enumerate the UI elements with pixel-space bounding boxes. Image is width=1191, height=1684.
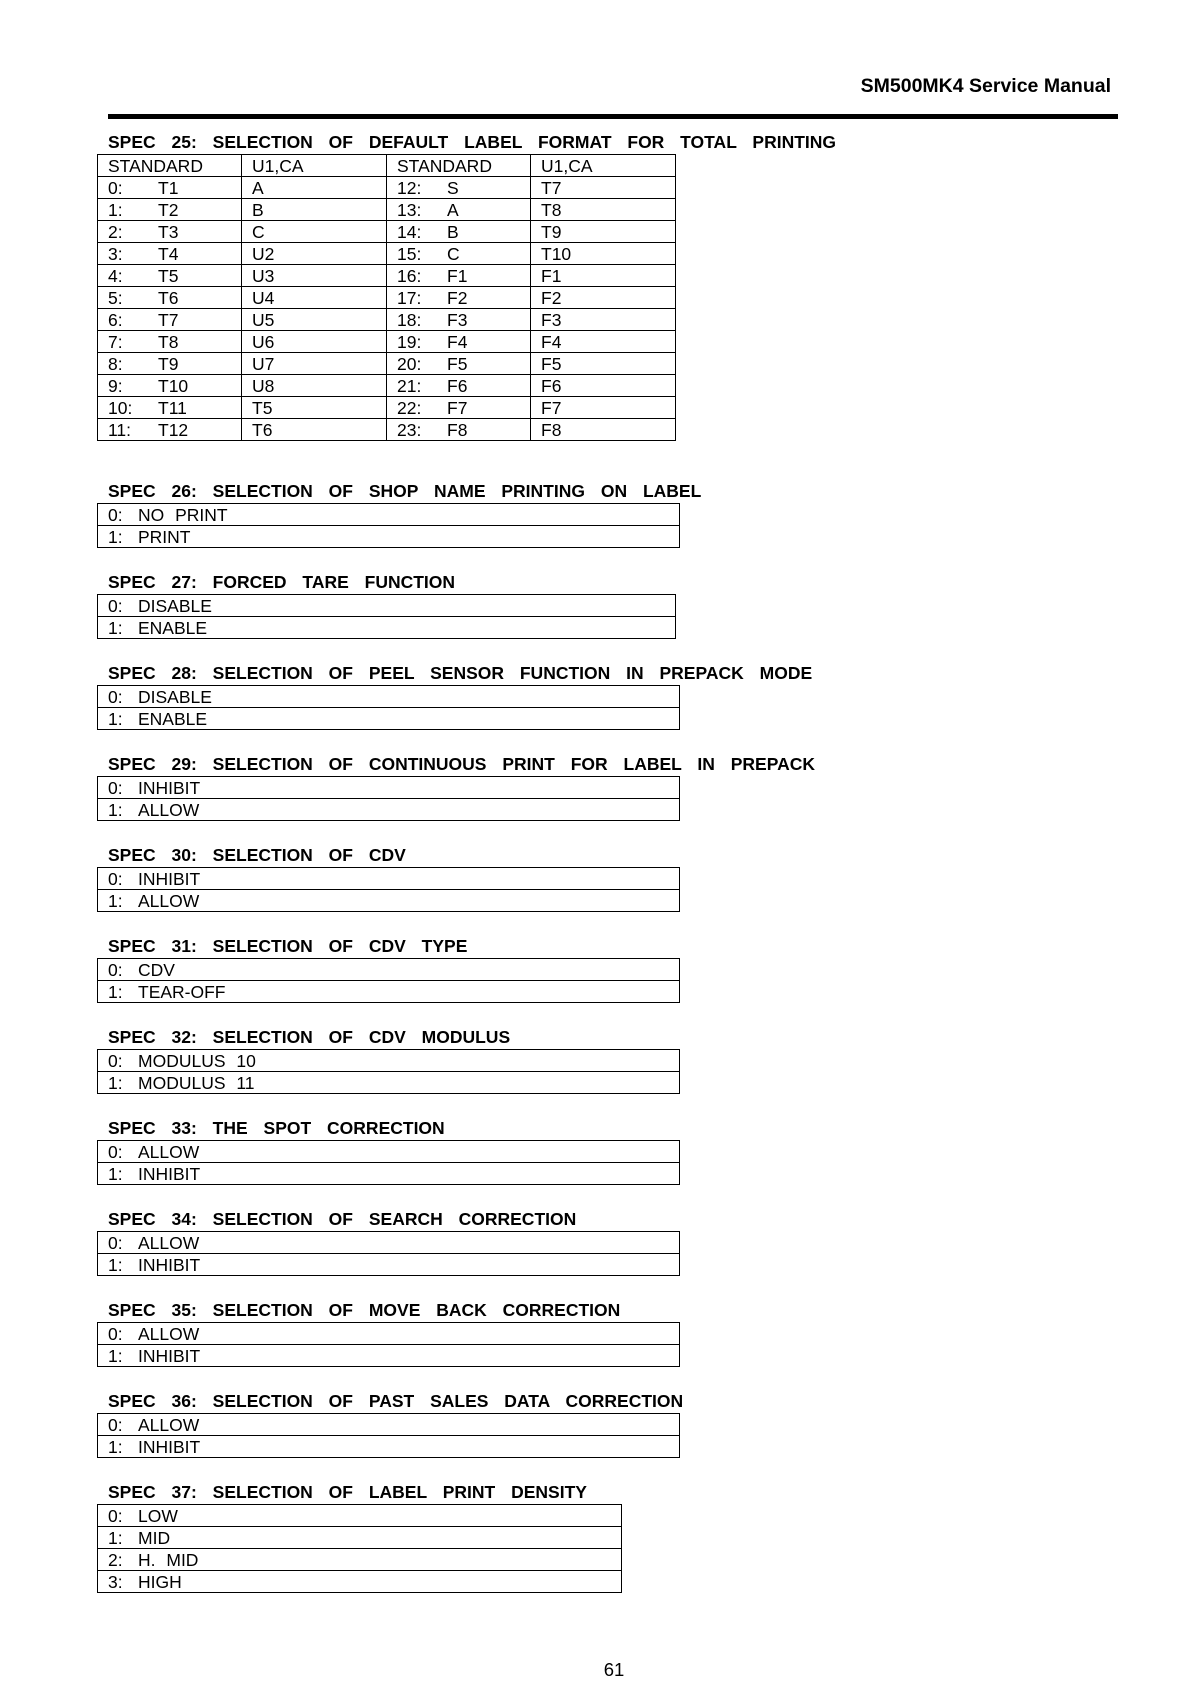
option-key: 1:	[108, 617, 123, 638]
option-row	[98, 595, 676, 617]
spec-36-options	[97, 1413, 680, 1458]
standard-cell	[98, 265, 242, 287]
spec-33-title: SPEC 33: THE SPOT CORRECTION	[108, 1118, 445, 1138]
option-cell	[98, 686, 680, 708]
spec-33-options	[97, 1140, 680, 1185]
option-key: 3:	[108, 1571, 123, 1592]
option-label: DISABLE	[138, 686, 212, 707]
option-cell	[98, 595, 676, 617]
spec-34-title: SPEC 34: SELECTION OF SEARCH CORRECTION	[108, 1209, 577, 1229]
u1ca-cell: T10	[531, 243, 676, 265]
column-header: U1,CA	[531, 155, 676, 177]
option-row	[98, 981, 680, 1003]
option-label: ENABLE	[138, 708, 208, 729]
spec-31-options	[97, 958, 680, 1003]
u1ca-cell: T5	[242, 397, 387, 419]
u1ca-cell: T8	[531, 199, 676, 221]
table-row	[98, 221, 676, 243]
option-row	[98, 1050, 680, 1072]
u1ca-cell: F8	[531, 419, 676, 441]
option-row	[98, 1549, 622, 1571]
option-cell	[98, 526, 680, 548]
table-row	[98, 199, 676, 221]
row-key: 14:	[397, 221, 422, 242]
option-row	[98, 1414, 680, 1436]
document-header-title: SM500MK4 Service Manual	[860, 75, 1111, 97]
option-cell	[98, 1549, 622, 1571]
option-row	[98, 1232, 680, 1254]
option-row	[98, 799, 680, 821]
spec-32-title: SPEC 32: SELECTION OF CDV MODULUS	[108, 1027, 511, 1047]
column-header: STANDARD	[387, 155, 531, 177]
option-label: MODULUS 11	[138, 1072, 255, 1093]
row-key: 5:	[108, 287, 123, 308]
option-row	[98, 1323, 680, 1345]
u1ca-cell: T6	[242, 419, 387, 441]
spec-27-options	[97, 594, 676, 639]
standard-cell	[387, 331, 531, 353]
option-key: 0:	[108, 504, 123, 525]
row-key: 16:	[397, 265, 422, 286]
option-row	[98, 708, 680, 730]
u1ca-cell: U3	[242, 265, 387, 287]
option-label: MODULUS 10	[138, 1050, 256, 1071]
option-cell	[98, 1571, 622, 1593]
option-key: 0:	[108, 1505, 123, 1526]
standard-cell	[98, 199, 242, 221]
standard-value: C	[447, 243, 460, 264]
option-row	[98, 1345, 680, 1367]
row-key: 8:	[108, 353, 123, 374]
option-label: INHIBIT	[138, 1345, 201, 1366]
option-row	[98, 959, 680, 981]
standard-cell	[98, 309, 242, 331]
table-row	[98, 265, 676, 287]
option-key: 1:	[108, 1254, 123, 1275]
standard-cell	[98, 375, 242, 397]
option-row	[98, 686, 680, 708]
table-row	[98, 309, 676, 331]
option-key: 1:	[108, 1527, 123, 1548]
table-row	[98, 331, 676, 353]
option-cell	[98, 799, 680, 821]
option-label: INHIBIT	[138, 1436, 201, 1457]
option-label: H. MID	[138, 1549, 199, 1570]
row-key: 12:	[397, 177, 422, 198]
spec-28-section	[97, 662, 812, 730]
option-row	[98, 1505, 622, 1527]
option-cell	[98, 868, 680, 890]
table-row	[98, 177, 676, 199]
row-key: 2:	[108, 221, 123, 242]
option-label: TEAR-OFF	[138, 981, 226, 1002]
table-row	[98, 419, 676, 441]
standard-value: T3	[158, 221, 179, 242]
row-key: 13:	[397, 199, 422, 220]
option-label: DISABLE	[138, 595, 212, 616]
standard-value: T11	[158, 397, 187, 418]
standard-cell	[387, 221, 531, 243]
row-key: 11:	[108, 419, 132, 440]
standard-cell	[98, 243, 242, 265]
standard-cell	[387, 287, 531, 309]
option-key: 1:	[108, 1345, 123, 1366]
spec-28-title: SPEC 28: SELECTION OF PEEL SENSOR FUNCTION IN PREPACK MODE	[108, 663, 813, 683]
table-row	[98, 397, 676, 419]
standard-value: T12	[158, 419, 189, 440]
u1ca-cell: F5	[531, 353, 676, 375]
u1ca-cell: U2	[242, 243, 387, 265]
option-cell	[98, 1414, 680, 1436]
standard-value: F7	[447, 397, 468, 418]
standard-cell	[387, 265, 531, 287]
option-key: 1:	[108, 1436, 123, 1457]
option-label: LOW	[138, 1505, 178, 1526]
option-cell	[98, 1163, 680, 1185]
option-key: 0:	[108, 959, 123, 980]
u1ca-cell: A	[242, 177, 387, 199]
spec-35-options	[97, 1322, 680, 1367]
standard-value: F3	[447, 309, 468, 330]
standard-cell	[387, 353, 531, 375]
spec-26-section	[97, 480, 701, 548]
table-header-row	[98, 155, 676, 177]
row-key: 4:	[108, 265, 123, 286]
spec-35-section	[97, 1299, 680, 1367]
option-row	[98, 617, 676, 639]
option-cell	[98, 890, 680, 912]
spec-33-section	[97, 1117, 680, 1185]
standard-value: A	[447, 199, 459, 220]
standard-value: F8	[447, 419, 468, 440]
row-key: 23:	[397, 419, 422, 440]
option-key: 0:	[108, 1050, 123, 1071]
option-cell	[98, 1072, 680, 1094]
option-cell	[98, 1323, 680, 1345]
spec-37-title: SPEC 37: SELECTION OF LABEL PRINT DENSITY	[108, 1482, 587, 1502]
option-cell	[98, 1527, 622, 1549]
standard-cell	[98, 287, 242, 309]
u1ca-cell: F4	[531, 331, 676, 353]
option-row	[98, 1163, 680, 1185]
option-key: 0:	[108, 868, 123, 889]
row-key: 10:	[108, 397, 133, 418]
spec-29-title: SPEC 29: SELECTION OF CONTINUOUS PRINT FOR LABEL IN PREPACK	[108, 754, 816, 774]
table-row	[98, 287, 676, 309]
standard-value: T5	[158, 265, 179, 286]
spec-34-options	[97, 1231, 680, 1276]
option-key: 1:	[108, 526, 123, 547]
standard-cell	[387, 397, 531, 419]
row-key: 22:	[397, 397, 422, 418]
standard-cell	[98, 221, 242, 243]
column-header: STANDARD	[98, 155, 242, 177]
option-key: 1:	[108, 708, 123, 729]
option-key: 1:	[108, 981, 123, 1002]
row-key: 3:	[108, 243, 123, 264]
u1ca-cell: F2	[531, 287, 676, 309]
option-cell	[98, 617, 676, 639]
row-key: 17:	[397, 287, 422, 308]
spec-25-table	[97, 154, 676, 441]
option-row	[98, 1254, 680, 1276]
standard-value: T7	[158, 309, 179, 330]
option-key: 1:	[108, 1072, 123, 1093]
spec-26-options	[97, 503, 680, 548]
option-label: ALLOW	[138, 1414, 200, 1435]
u1ca-cell: F1	[531, 265, 676, 287]
standard-value: B	[447, 221, 459, 242]
spec-27-title: SPEC 27: FORCED TARE FUNCTION	[108, 572, 456, 592]
option-label: ALLOW	[138, 890, 200, 911]
option-label: PRINT	[138, 526, 191, 547]
option-row	[98, 1571, 622, 1593]
option-row	[98, 777, 680, 799]
option-key: 0:	[108, 1141, 123, 1162]
u1ca-cell: F6	[531, 375, 676, 397]
spec-34-section	[97, 1208, 680, 1276]
row-key: 0:	[108, 177, 123, 198]
spec-37-section	[97, 1481, 622, 1593]
option-key: 1:	[108, 799, 123, 820]
option-label: HIGH	[138, 1571, 182, 1592]
column-header: U1,CA	[242, 155, 387, 177]
option-label: CDV	[138, 959, 175, 980]
spec-30-options	[97, 867, 680, 912]
standard-value: T9	[158, 353, 179, 374]
spec-36-title: SPEC 36: SELECTION OF PAST SALES DATA CORRECTION	[108, 1391, 684, 1411]
row-key: 1:	[108, 199, 123, 220]
row-key: 15:	[397, 243, 422, 264]
option-label: ALLOW	[138, 1323, 200, 1344]
option-row	[98, 868, 680, 890]
row-key: 20:	[397, 353, 422, 374]
standard-cell	[387, 419, 531, 441]
option-cell	[98, 1050, 680, 1072]
spec-36-section	[97, 1390, 683, 1458]
u1ca-cell: T7	[531, 177, 676, 199]
option-cell	[98, 1345, 680, 1367]
spec-32-options	[97, 1049, 680, 1094]
option-key: 1:	[108, 1163, 123, 1184]
option-key: 0:	[108, 1232, 123, 1253]
standard-value: T6	[158, 287, 179, 308]
standard-value: F5	[447, 353, 468, 374]
spec-31-title: SPEC 31: SELECTION OF CDV TYPE	[108, 936, 468, 956]
spec-31-section	[97, 935, 680, 1003]
standard-cell	[98, 331, 242, 353]
spec-27-section	[97, 571, 676, 639]
option-row	[98, 526, 680, 548]
option-label: NO PRINT	[138, 504, 228, 525]
standard-cell	[387, 199, 531, 221]
standard-cell	[387, 375, 531, 397]
option-key: 1:	[108, 890, 123, 911]
option-label: ALLOW	[138, 1141, 200, 1162]
u1ca-cell: U7	[242, 353, 387, 375]
option-row	[98, 1072, 680, 1094]
standard-value: T4	[158, 243, 179, 264]
option-key: 0:	[108, 777, 123, 798]
option-cell	[98, 708, 680, 730]
spec-30-section	[97, 844, 680, 912]
spec-28-options	[97, 685, 680, 730]
u1ca-cell: F3	[531, 309, 676, 331]
header-rule	[108, 114, 1118, 119]
page-number: 61	[603, 1659, 625, 1680]
option-row	[98, 1527, 622, 1549]
row-key: 7:	[108, 331, 123, 352]
row-key: 6:	[108, 309, 123, 330]
option-key: 0:	[108, 1414, 123, 1435]
option-cell	[98, 981, 680, 1003]
spec-25-section	[97, 131, 836, 441]
standard-value: T1	[158, 177, 179, 198]
table-row	[98, 375, 676, 397]
option-row	[98, 890, 680, 912]
row-key: 9:	[108, 375, 123, 396]
standard-value: F1	[447, 265, 468, 286]
option-row	[98, 1436, 680, 1458]
option-key: 0:	[108, 1323, 123, 1344]
spec-37-options	[97, 1504, 622, 1593]
option-key: 2:	[108, 1549, 123, 1570]
standard-value: S	[447, 177, 459, 198]
option-row	[98, 504, 680, 526]
option-label: INHIBIT	[138, 1163, 201, 1184]
standard-cell	[387, 177, 531, 199]
option-label: INHIBIT	[138, 868, 201, 889]
standard-cell	[387, 243, 531, 265]
option-label: INHIBIT	[138, 1254, 201, 1275]
standard-value: F4	[447, 331, 468, 352]
standard-cell	[387, 309, 531, 331]
standard-value: T8	[158, 331, 179, 352]
option-label: MID	[138, 1527, 171, 1548]
u1ca-cell: F7	[531, 397, 676, 419]
standard-value: F2	[447, 287, 468, 308]
option-label: ALLOW	[138, 1232, 200, 1253]
option-cell	[98, 1505, 622, 1527]
spec-29-section	[97, 753, 815, 821]
standard-value: T2	[158, 199, 179, 220]
standard-value: T10	[158, 375, 189, 396]
standard-cell	[98, 353, 242, 375]
u1ca-cell: B	[242, 199, 387, 221]
u1ca-cell: U5	[242, 309, 387, 331]
row-key: 19:	[397, 331, 422, 352]
spec-32-section	[97, 1026, 680, 1094]
standard-value: F6	[447, 375, 468, 396]
spec-26-title: SPEC 26: SELECTION OF SHOP NAME PRINTING ON LABEL	[108, 481, 702, 501]
option-cell	[98, 1232, 680, 1254]
option-key: 0:	[108, 595, 123, 616]
spec-30-title: SPEC 30: SELECTION OF CDV	[108, 845, 406, 865]
option-key: 0:	[108, 686, 123, 707]
standard-cell	[98, 397, 242, 419]
row-key: 18:	[397, 309, 422, 330]
u1ca-cell: U8	[242, 375, 387, 397]
option-cell	[98, 504, 680, 526]
standard-cell	[98, 419, 242, 441]
option-label: INHIBIT	[138, 777, 201, 798]
u1ca-cell: T9	[531, 221, 676, 243]
spec-25-title: SPEC 25: SELECTION OF DEFAULT LABEL FORMAT FOR TOTAL PRINTING	[108, 132, 837, 152]
table-row	[98, 243, 676, 265]
option-label: ENABLE	[138, 617, 208, 638]
standard-cell	[98, 177, 242, 199]
u1ca-cell: U6	[242, 331, 387, 353]
option-cell	[98, 1141, 680, 1163]
row-key: 21:	[397, 375, 422, 396]
spec-35-title: SPEC 35: SELECTION OF MOVE BACK CORRECTION	[108, 1300, 621, 1320]
table-row	[98, 353, 676, 375]
option-cell	[98, 959, 680, 981]
option-cell	[98, 1436, 680, 1458]
u1ca-cell: C	[242, 221, 387, 243]
u1ca-cell: U4	[242, 287, 387, 309]
option-cell	[98, 1254, 680, 1276]
option-row	[98, 1141, 680, 1163]
option-cell	[98, 777, 680, 799]
spec-29-options	[97, 776, 680, 821]
option-label: ALLOW	[138, 799, 200, 820]
